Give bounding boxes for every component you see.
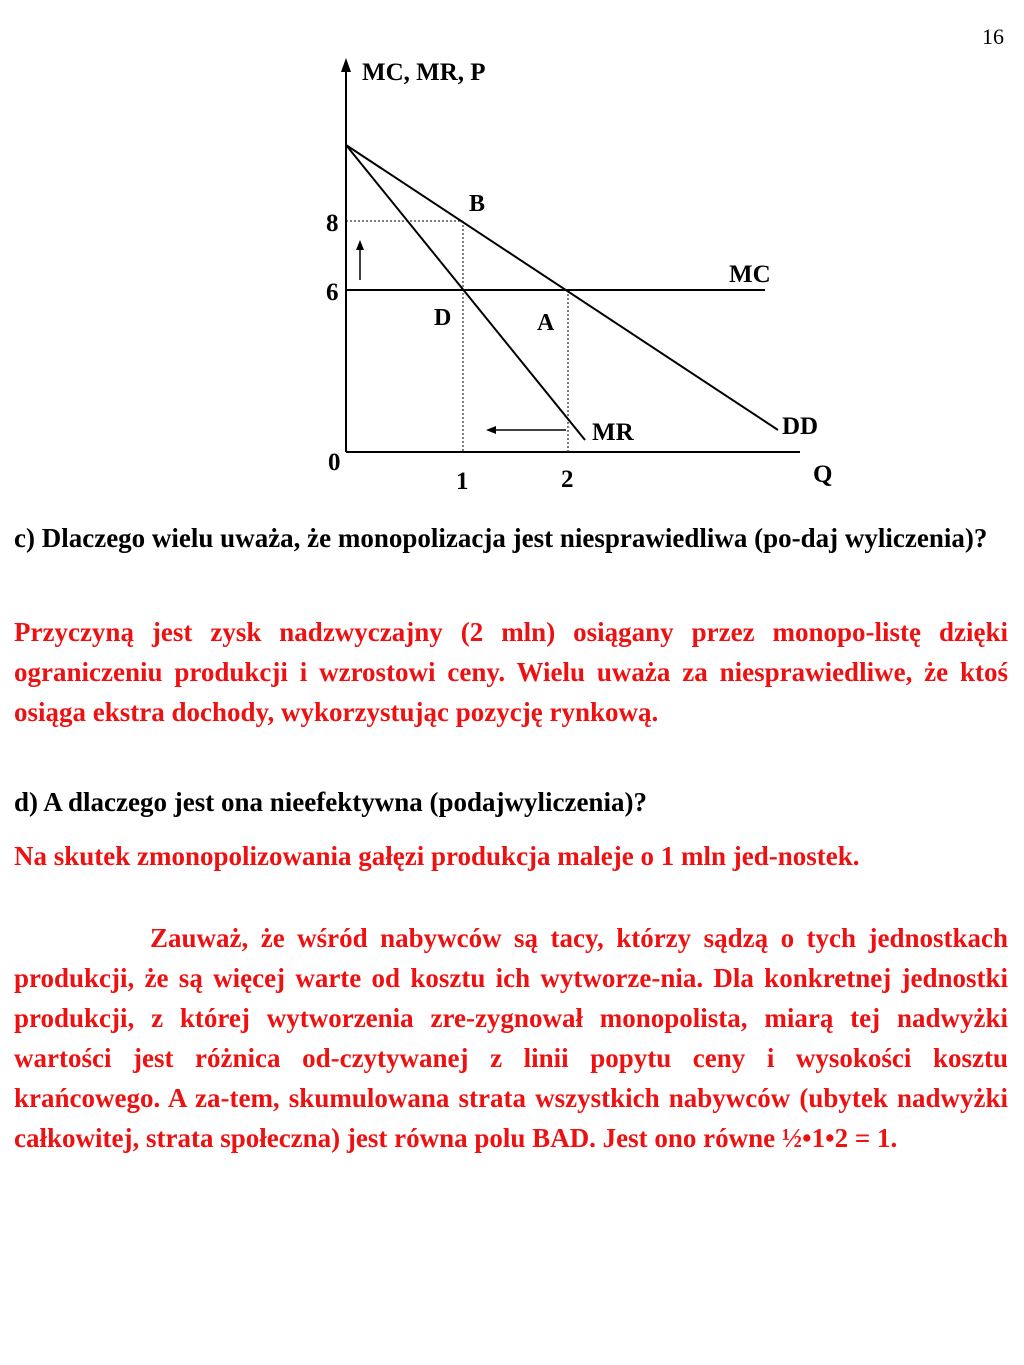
y-tick-8: 8 xyxy=(326,210,339,237)
y-axis-label: MC, MR, P xyxy=(362,59,486,86)
mr-line xyxy=(346,145,585,440)
answer-d-paragraph-1: Na skutek zmonopolizowania gałęzi produkcja maleje o 1 mln jed-nostek. xyxy=(14,841,860,871)
mr-label: MR xyxy=(592,419,634,446)
x-axis-label: Q xyxy=(813,461,833,488)
demand-line xyxy=(346,145,778,430)
answer-d-paragraph-2: Zauważ, że wśród nabywców są tacy, którzy sądzą o tych jednostkach produkcji, że są więcej warte od kosztu ich wytworze-nia. Dla konkretnej jednostki produkcji, z której wytworzenia zre-zygnował monopolista, miarą tej nadwyżki wartości jest różnica od-czytywanej z linii popytu ceny i wysokości kosztu krańcowego. A za-tem, skumulowana strata wszystkich nabywców (ubytek nadwyżki całkowitej, strata społeczna) jest równa polu BAD. Jest ono równe ½•1•2 = 1. xyxy=(14,923,1008,1153)
origin-label: 0 xyxy=(328,449,341,476)
mc-label: MC xyxy=(729,261,771,288)
point-a-label: A xyxy=(537,310,555,336)
dd-label: DD xyxy=(782,413,819,440)
question-c: c) Dlaczego wielu uważa, że monopolizacja jest niesprawiedliwa (po-daj wyliczenia)? xyxy=(14,523,988,553)
question-d: d) A dlaczego jest ona nieefektywna (podajwyliczenia)? xyxy=(14,787,647,817)
page-number: 16 xyxy=(982,24,1004,49)
x-tick-1: 1 xyxy=(456,468,469,495)
point-d-label: D xyxy=(434,305,452,331)
answer-c: Przyczyną jest zysk nadzwyczajny (2 mln) osiągany przez monopo-listę dzięki ograniczeniu produkcji i wzrostowi ceny. Wielu uważa za niesprawiedliwe, że ktoś osiąga ekstra dochody, wykorzystując pozycję rynkową. xyxy=(14,617,1008,727)
point-b-label: B xyxy=(469,191,486,217)
y-axis-arrowhead xyxy=(341,58,351,72)
x-tick-2: 2 xyxy=(561,466,574,493)
up-arrow-head xyxy=(356,240,364,250)
monopoly-diagram xyxy=(0,0,1024,510)
y-tick-6: 6 xyxy=(326,279,339,306)
left-arrow-head xyxy=(486,426,496,434)
